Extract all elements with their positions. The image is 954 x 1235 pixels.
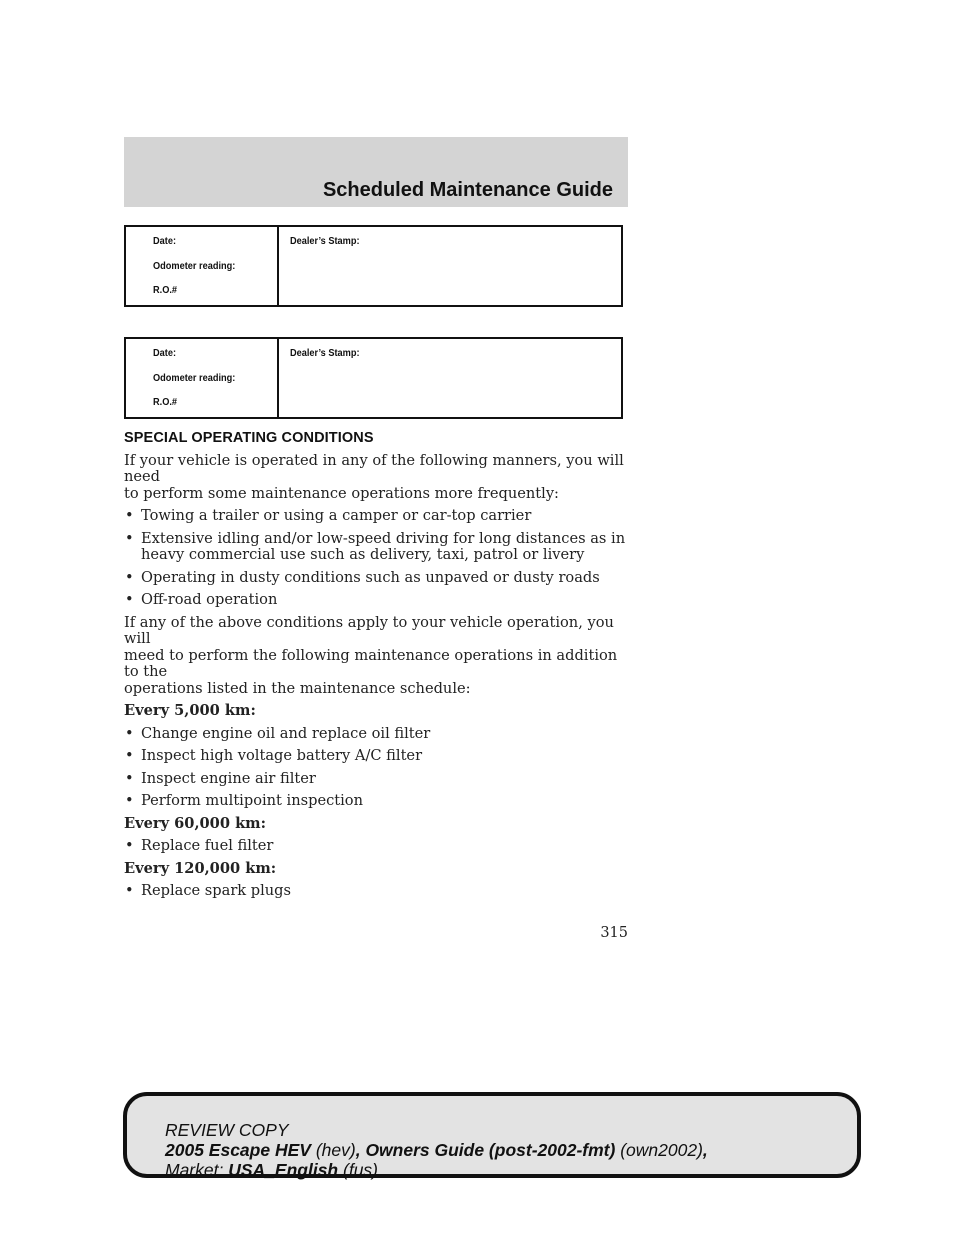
apply-line: operations listed in the maintenance schedule: — [124, 679, 471, 697]
interval-list — [124, 838, 628, 855]
list-item: • Extensive idling and/or low-speed driving for long distances as in heavy commercial use such as delivery, taxi, patrol or livery — [125, 529, 626, 563]
apply-line: If any of the above conditions apply to your vehicle operation, you will — [124, 613, 614, 647]
bullet-icon: • — [125, 568, 134, 586]
odometer-label: Odometer reading: — [153, 373, 236, 384]
list-item: • Inspect engine air filter — [125, 769, 316, 787]
list-item: • Replace spark plugs — [125, 882, 292, 899]
record-fields — [126, 339, 279, 417]
record-fields — [126, 227, 279, 305]
review-copy-box — [123, 1092, 861, 1178]
list-item: • Operating in dusty conditions such as unpaved or dusty roads — [125, 568, 600, 586]
guide-code: (own2002) — [620, 1140, 703, 1160]
bullet-icon: • — [125, 792, 134, 809]
ro-label: R.O.# — [153, 397, 178, 408]
list-item: • Perform multipoint inspection — [125, 792, 363, 809]
bullet-icon: • — [125, 507, 134, 524]
interval-heading: Every 60,000 km: — [124, 814, 267, 832]
model-code: (hev) — [315, 1140, 356, 1160]
service-record-box — [124, 225, 623, 307]
review-label: REVIEW COPY — [165, 1120, 289, 1140]
dealer-stamp-label: Dealer’s Stamp: — [290, 236, 360, 247]
intro-line: to perform some maintenance operations more frequently: — [124, 484, 559, 502]
date-label: Date: — [153, 348, 177, 359]
interval-list — [124, 726, 628, 810]
review-copy-text: REVIEW COPY 2005 Escape HEV (hev), Owners Guide (post-2002-fmt) (own2002), Market: USA_English (fus) — [165, 1120, 708, 1180]
list-item: • Inspect high voltage battery A/C filter — [125, 747, 423, 764]
service-record-box — [124, 337, 623, 419]
page-title: Scheduled Maintenance Guide — [322, 179, 613, 201]
bullet-icon: • — [125, 724, 134, 742]
ro-label: R.O.# — [153, 285, 178, 296]
list-item: • Replace fuel filter — [125, 837, 274, 854]
market-label: Market: — [165, 1160, 224, 1180]
bullet-icon: • — [125, 837, 134, 854]
interval-heading: Every 5,000 km: — [124, 702, 256, 719]
intro-paragraph — [124, 453, 628, 503]
special-conditions-section — [124, 430, 628, 906]
intro-line: If your vehicle is operated in any of the following manners, you will need — [124, 451, 624, 485]
dealer-stamp-label: Dealer’s Stamp: — [290, 348, 360, 359]
bullet-icon: • — [125, 882, 134, 899]
page-number: 315 — [600, 925, 628, 941]
odometer-label: Odometer reading: — [153, 261, 236, 272]
guide-name: Owners Guide (post-2002-fmt) — [365, 1140, 616, 1160]
interval-list — [124, 883, 628, 900]
list-item: • Change engine oil and replace oil filter — [125, 724, 431, 742]
apply-line: meed to perform the following maintenance operations in addition to the — [124, 646, 618, 680]
market-code: (fus) — [343, 1160, 378, 1180]
section-heading: SPECIAL OPERATING CONDITIONS — [124, 430, 374, 446]
apply-paragraph — [124, 615, 628, 698]
interval-heading: Every 120,000 km: — [124, 859, 277, 877]
list-item: • Towing a trailer or using a camper or car-top carrier — [125, 507, 532, 524]
model-name: 2005 Escape HEV — [165, 1140, 311, 1160]
header-band — [124, 137, 628, 207]
market-name: USA_English — [228, 1160, 339, 1180]
bullet-icon: • — [125, 529, 134, 547]
conditions-list — [124, 508, 628, 609]
bullet-icon: • — [125, 747, 134, 764]
bullet-icon: • — [125, 591, 134, 608]
bullet-icon: • — [125, 769, 134, 787]
list-item: • Off-road operation — [125, 591, 278, 608]
date-label: Date: — [153, 236, 177, 247]
